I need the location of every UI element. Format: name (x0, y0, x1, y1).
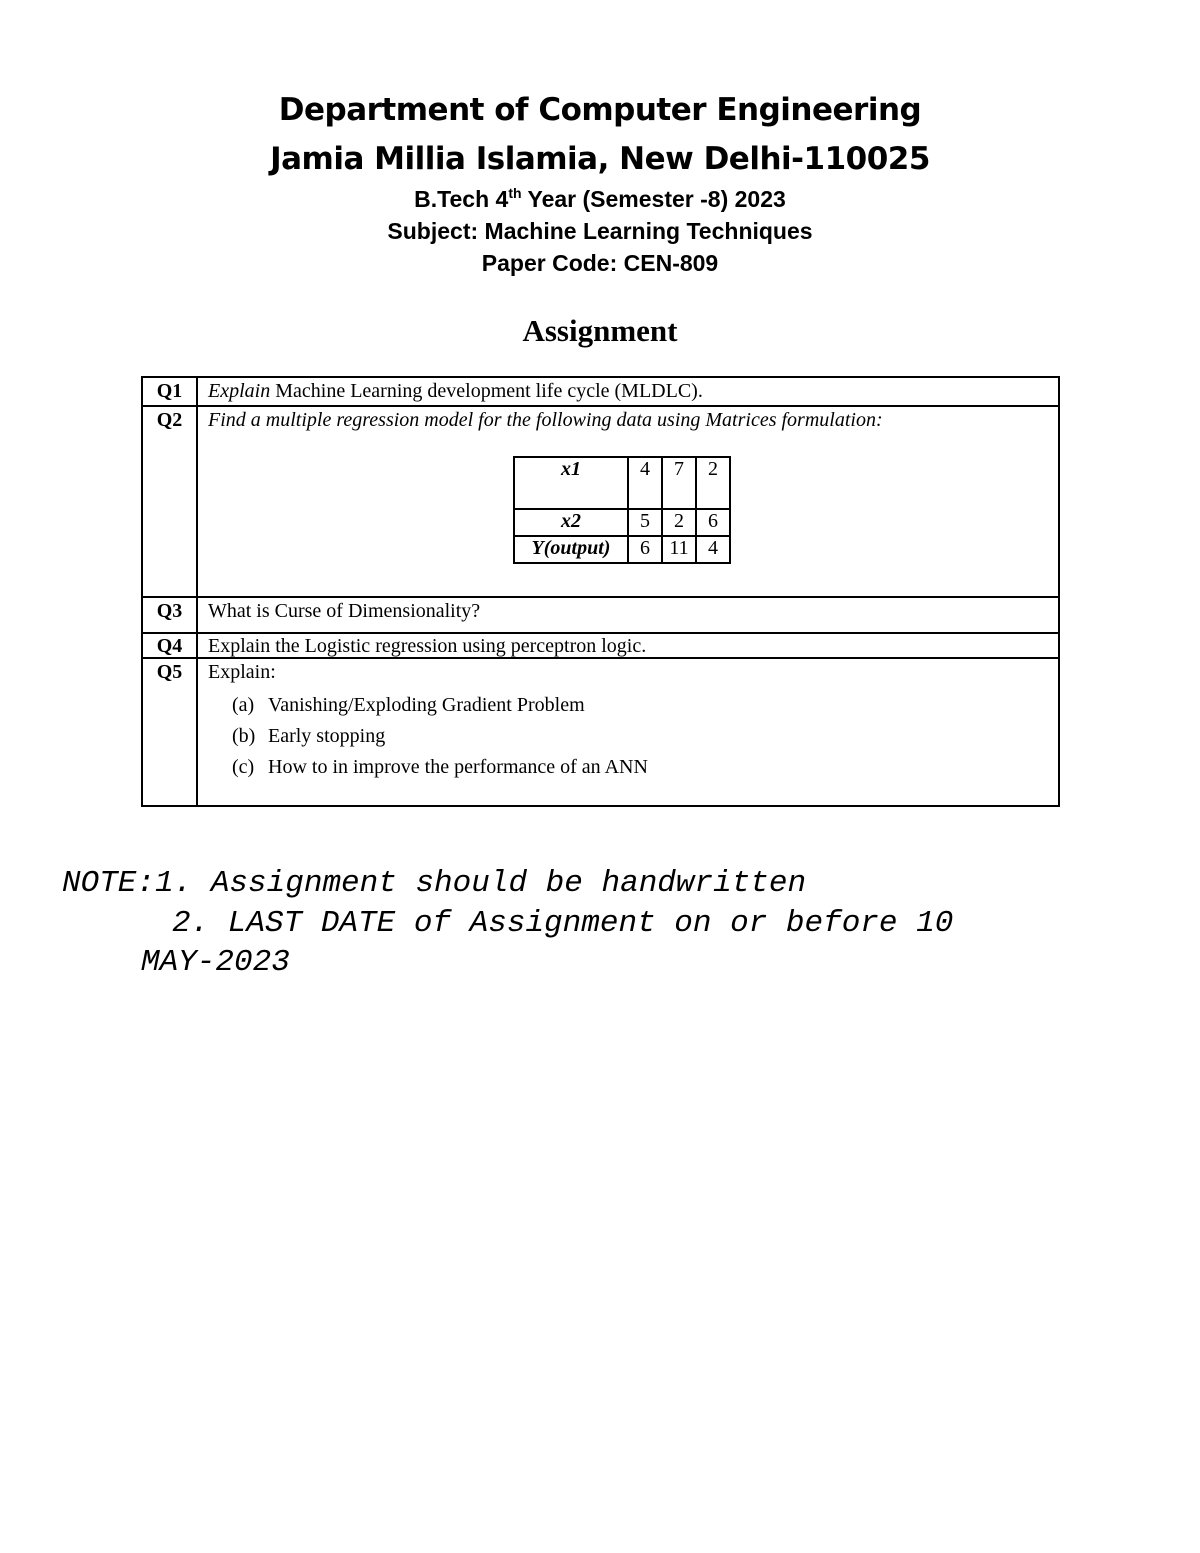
question-body: Explain: (208, 661, 276, 683)
question-row (142, 633, 1059, 658)
data-cell: 6 (696, 509, 730, 536)
list-item-text: Early stopping (268, 725, 386, 747)
list-item (232, 690, 1058, 721)
data-row (514, 509, 730, 536)
note-line-2: 2. LAST DATE of Assignment on or before 10 (172, 906, 954, 941)
question-number: Q5 (142, 658, 197, 806)
department-heading: Department of Computer Engineering (278, 92, 922, 128)
program-prefix: B.Tech 4 (414, 186, 509, 212)
program-superscript: th (508, 185, 522, 201)
data-cell: 4 (696, 536, 730, 563)
note-line-1: NOTE:1. Assignment should be handwritten (62, 866, 807, 901)
program-line (0, 186, 1200, 213)
data-cell: 6 (628, 536, 662, 563)
list-item (232, 721, 1058, 752)
data-cell: 2 (696, 457, 730, 509)
regression-data-table (513, 456, 731, 564)
list-item-text: How to in improve the performance of an ANN (268, 756, 648, 778)
question-number: Q4 (142, 633, 197, 658)
question-body: Find a multiple regression model for the following data using Matrices formulation: (208, 409, 883, 431)
program-suffix: Year (Semester -8) 2023 (521, 186, 786, 212)
assignment-title: Assignment (522, 313, 678, 348)
question-number: Q1 (142, 377, 197, 406)
question-row (142, 658, 1059, 806)
question-text: What is Curse of Dimensionality? (197, 597, 1059, 633)
question-text: Explain the Logistic regression using perceptron logic. (197, 633, 1059, 658)
data-cell: 7 (662, 457, 696, 509)
data-row-label: x2 (514, 509, 628, 536)
question-number: Q2 (142, 406, 197, 597)
data-cell: 4 (628, 457, 662, 509)
sub-question-list (208, 690, 1058, 783)
question-text (197, 406, 1059, 597)
question-row (142, 406, 1059, 597)
question-lead-word: Explain (208, 380, 271, 402)
question-row (142, 597, 1059, 633)
list-item (232, 752, 1058, 783)
paper-code-line: Paper Code: CEN-809 (481, 250, 719, 276)
question-row (142, 377, 1059, 406)
note-line-3: MAY-2023 (141, 945, 290, 980)
question-text (197, 658, 1059, 806)
data-row-label: x1 (514, 457, 628, 509)
data-row-label: Y(output) (514, 536, 628, 563)
data-cell: 2 (662, 509, 696, 536)
question-body: Machine Learning development life cycle (MLDLC). (270, 380, 703, 402)
subject-line: Subject: Machine Learning Techniques (387, 218, 813, 244)
question-number: Q3 (142, 597, 197, 633)
list-item-text: Vanishing/Exploding Gradient Problem (268, 694, 585, 716)
data-row (514, 457, 730, 509)
list-item-label: (c) (232, 756, 255, 778)
data-cell: 11 (662, 536, 696, 563)
list-item-label: (a) (232, 694, 255, 716)
list-item-label: (b) (232, 725, 256, 747)
questions-table (141, 376, 1060, 807)
question-text (197, 377, 1059, 406)
data-row (514, 536, 730, 563)
data-cell: 5 (628, 509, 662, 536)
university-heading: Jamia Millia Islamia, New Delhi-110025 (270, 141, 930, 177)
